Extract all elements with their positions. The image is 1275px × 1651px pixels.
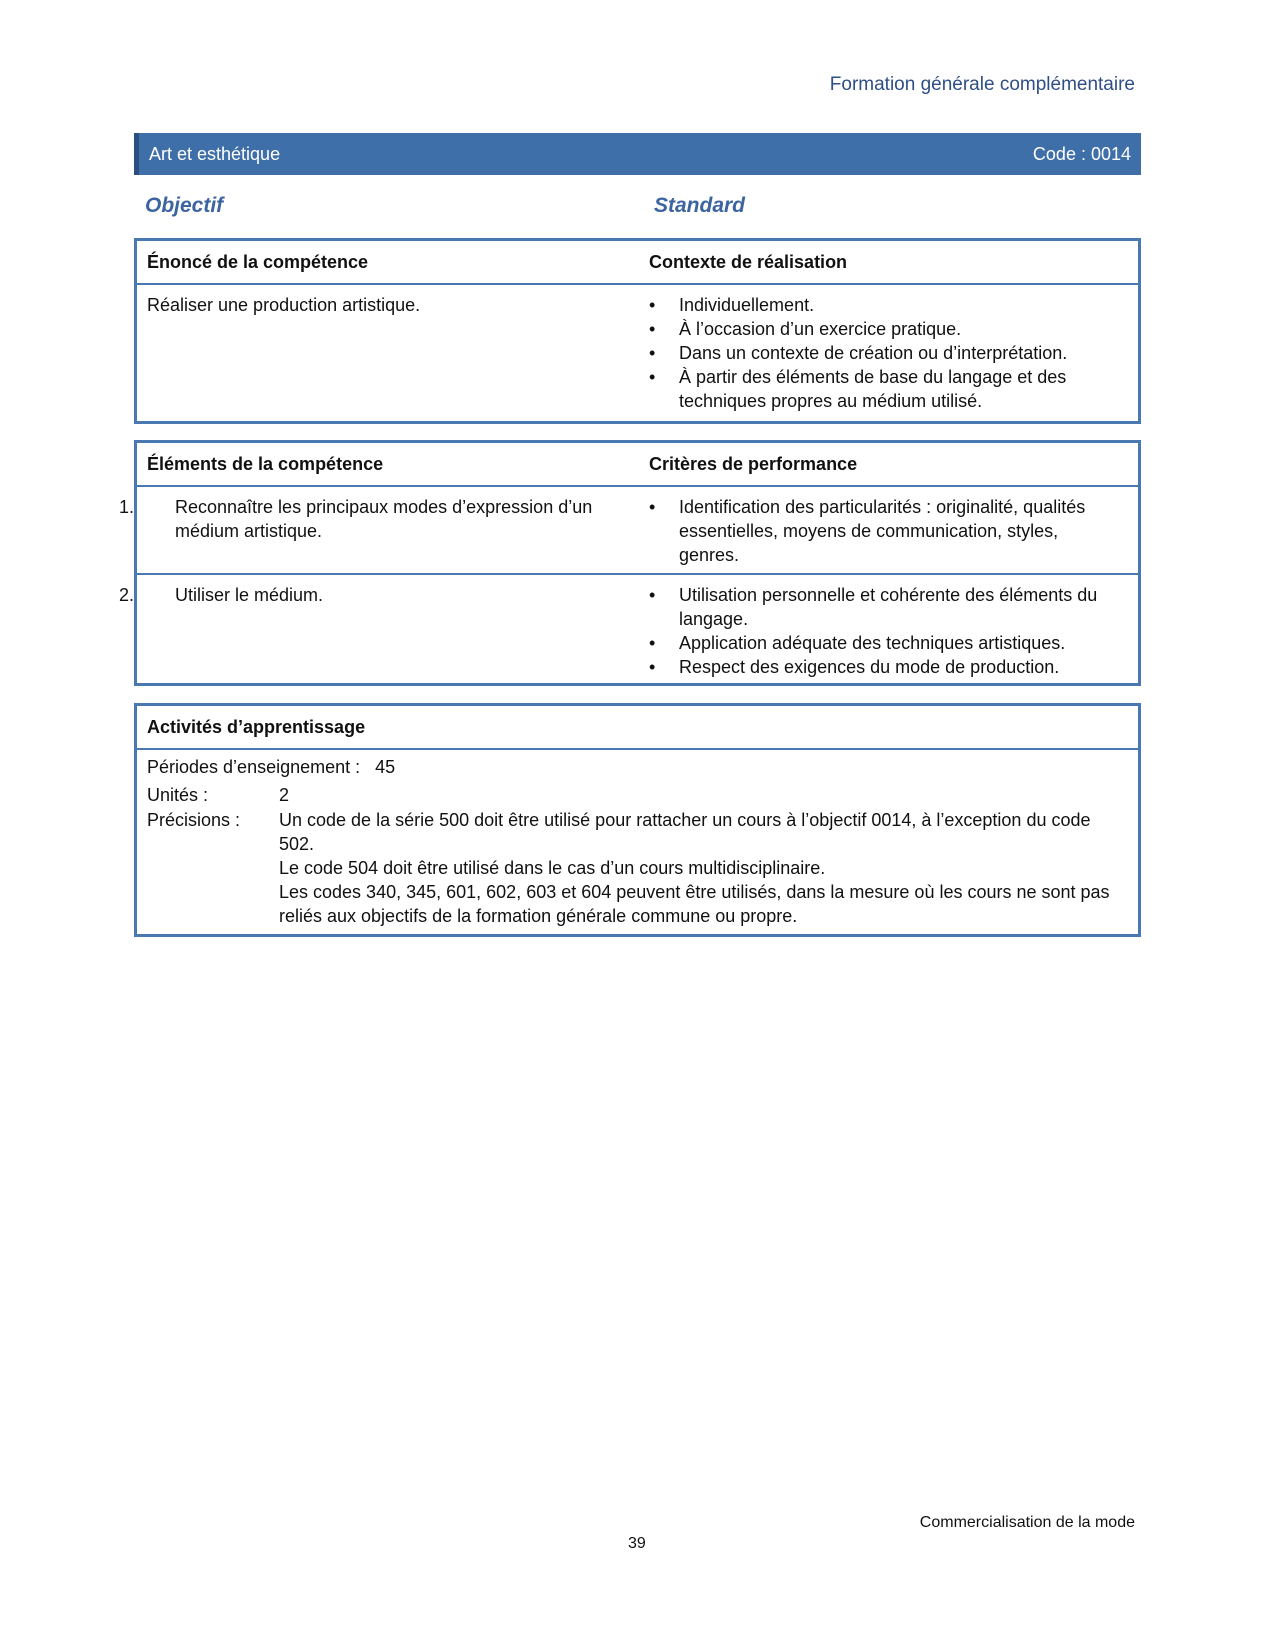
competence-statement-heading: Énoncé de la compétence xyxy=(147,252,369,272)
list-item: • À l’occasion d’un exercice pratique. xyxy=(649,317,1119,341)
units-label: Unités : xyxy=(147,785,209,805)
precisions-text xyxy=(279,808,1119,928)
competence-statement: Réaliser une production artistique. xyxy=(147,295,421,315)
periods-value: 45 xyxy=(375,757,396,777)
context-heading: Contexte de réalisation xyxy=(649,252,848,272)
context-list xyxy=(649,293,1119,413)
element-text: Reconnaître les principaux modes d’expression d’un médium artistique. xyxy=(175,497,593,541)
precisions-label: Précisions : xyxy=(147,810,241,830)
element-number: 1. xyxy=(119,497,135,517)
section-heading: Formation générale complémentaire xyxy=(829,74,1135,95)
elements-table xyxy=(119,440,1141,686)
objective-banner xyxy=(134,133,1141,175)
list-item: • À partir des éléments de base du langage et des techniques propres au médium utilisé. xyxy=(649,365,1119,413)
context-list-cell xyxy=(649,293,1119,413)
elements-heading: Éléments de la compétence xyxy=(147,454,384,474)
element-text: Utiliser le médium. xyxy=(175,585,324,605)
periods-line xyxy=(147,755,395,779)
table-row xyxy=(119,575,1138,687)
activities-body xyxy=(137,750,1138,930)
criteria-list xyxy=(649,583,1119,679)
precision-paragraph: Le code 504 doit être utilisé dans le cas d’un cours multidisciplinaire. xyxy=(279,858,826,878)
activities-table xyxy=(134,703,1141,937)
list-item: • Application adéquate des techniques artistiques. xyxy=(649,631,1119,655)
precision-paragraph: Les codes 340, 345, 601, 602, 603 et 604 peuvent être utilisés, dans la mesure où les cours ne sont pas reliés aux objectifs de la formation générale commune ou propre. xyxy=(279,882,1110,926)
list-item: • Individuellement. xyxy=(649,293,1119,317)
activities-table-header xyxy=(137,706,1138,750)
precision-paragraph: Un code de la série 500 doit être utilisé pour rattacher un cours à l’objectif 0014, à l’exception du code 502. xyxy=(279,810,1091,854)
periods-label: Périodes d’enseignement : xyxy=(147,757,361,777)
standard-label: Standard xyxy=(654,194,746,217)
element-number: 2. xyxy=(119,585,135,605)
competence-table-header xyxy=(137,241,1138,285)
units-value: 2 xyxy=(279,785,290,805)
activities-heading: Activités d’apprentissage xyxy=(147,717,366,737)
elements-table-header xyxy=(137,443,1138,487)
list-item: • Identification des particularités : originalité, qualités essentielles, moyens de communication, styles, genres. xyxy=(649,495,1119,567)
banner-code: Code : 0014 xyxy=(1032,144,1131,164)
list-item: • Utilisation personnelle et cohérente des éléments du langage. xyxy=(649,583,1119,631)
table-row xyxy=(119,487,1138,575)
page-number: 39 xyxy=(628,1535,646,1552)
element-cell xyxy=(119,495,655,543)
objectif-label: Objectif xyxy=(145,194,224,217)
units-line xyxy=(147,783,208,807)
competence-row xyxy=(137,285,1138,423)
criteria-heading: Critères de performance xyxy=(649,454,858,474)
list-item: • Respect des exigences du mode de production. xyxy=(649,655,1119,679)
criteria-list xyxy=(649,495,1119,567)
banner-title: Art et esthétique xyxy=(149,144,281,164)
element-cell xyxy=(119,583,655,607)
program-footer: Commercialisation de la mode xyxy=(919,1514,1135,1531)
criteria-cell xyxy=(649,583,1119,679)
criteria-cell xyxy=(649,495,1119,567)
list-item: • Dans un contexte de création ou d’interprétation. xyxy=(649,341,1119,365)
competence-table xyxy=(134,238,1141,424)
